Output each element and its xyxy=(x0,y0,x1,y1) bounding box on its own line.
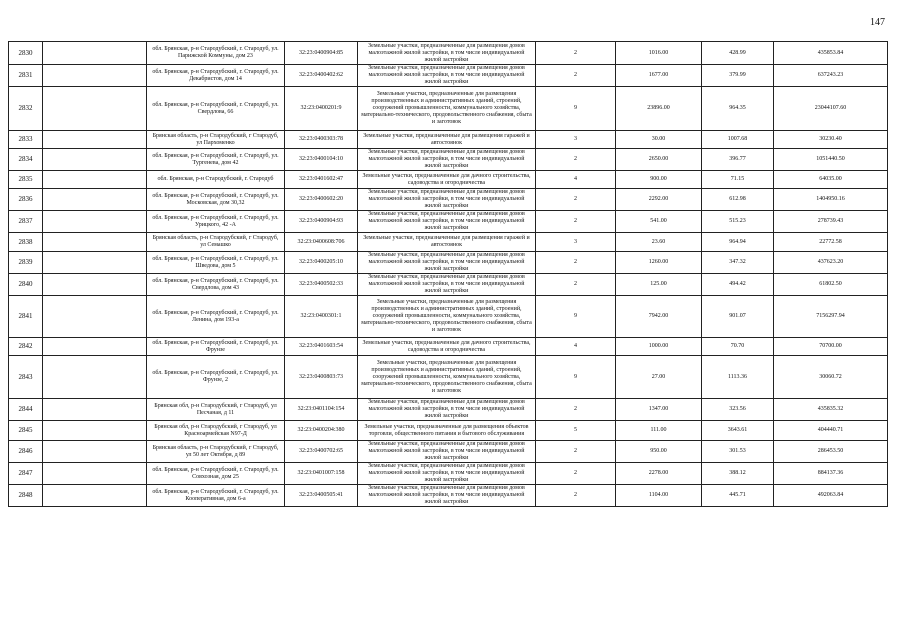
area-cell: 1347.00 xyxy=(616,399,702,421)
land-use-cell: Земельные участки, предназначенные для размещения домов малоэтажной жилой застройки, в том числе индивидуальной жилой застройки xyxy=(358,65,536,87)
category-cell: 2 xyxy=(536,211,616,233)
rate-cell: 1007.68 xyxy=(702,131,774,149)
category-cell: 2 xyxy=(536,463,616,485)
table-row xyxy=(9,485,888,507)
empty-cell xyxy=(43,252,147,274)
empty-cell xyxy=(43,149,147,171)
rate-cell: 323.56 xyxy=(702,399,774,421)
address-cell: обл. Брянская, р-н Стародубский, г. Стародуб, ул. Ленина, дом 193-а xyxy=(147,296,285,338)
category-cell: 9 xyxy=(536,296,616,338)
row-number-cell: 2834 xyxy=(9,149,43,171)
empty-cell xyxy=(43,421,147,441)
empty-cell xyxy=(43,233,147,252)
category-cell: 2 xyxy=(536,42,616,65)
area-cell: 541.00 xyxy=(616,211,702,233)
area-cell: 23.60 xyxy=(616,233,702,252)
rate-cell: 494.42 xyxy=(702,274,774,296)
address-cell: обл. Брянская, р-н Стародубский, г. Стародуб, ул. Кооперативная, дом 6-а xyxy=(147,485,285,507)
cadastral-value-cell: 1051440.50 xyxy=(774,149,888,171)
row-number-cell: 2836 xyxy=(9,189,43,211)
empty-cell xyxy=(43,171,147,189)
empty-cell xyxy=(43,65,147,87)
category-cell: 3 xyxy=(536,131,616,149)
area-cell: 1000.00 xyxy=(616,338,702,356)
cadastral-number-cell: 32:23:0401602:47 xyxy=(285,171,358,189)
land-use-cell: Земельные участки, предназначенные для размещения гаражей и автостоянок xyxy=(358,131,536,149)
empty-cell xyxy=(43,42,147,65)
table-row xyxy=(9,171,888,189)
table-row xyxy=(9,211,888,233)
row-number-cell: 2844 xyxy=(9,399,43,421)
rate-cell: 964.94 xyxy=(702,233,774,252)
row-number-cell: 2842 xyxy=(9,338,43,356)
rate-cell: 3643.61 xyxy=(702,421,774,441)
cadastral-value-cell: 30060.72 xyxy=(774,356,888,399)
empty-cell xyxy=(43,485,147,507)
land-use-cell: Земельные участки, предназначенные для размещения домов малоэтажной жилой застройки, в том числе индивидуальной жилой застройки xyxy=(358,149,536,171)
cadastral-number-cell: 32:23:0401007:158 xyxy=(285,463,358,485)
address-cell: Брянская область, р-н Стародубский, г Стародуб, ул 50 лет Октября, д 89 xyxy=(147,441,285,463)
cadastral-value-cell: 492063.84 xyxy=(774,485,888,507)
empty-cell xyxy=(43,189,147,211)
land-use-cell: Земельные участки, предназначенные для размещения производственных и административных зданий, строений, сооружений промышленности, коммунального хозяйства, материально-технического, продовольственного снабжения, сбыта и заготовок xyxy=(358,296,536,338)
area-cell: 125.00 xyxy=(616,274,702,296)
row-number-cell: 2838 xyxy=(9,233,43,252)
rate-cell: 301.53 xyxy=(702,441,774,463)
table-row xyxy=(9,296,888,338)
address-cell: Брянская обл, р-н Стародубский, г Стародуб, ул Красноармейская N97-Д xyxy=(147,421,285,441)
empty-cell xyxy=(43,131,147,149)
rate-cell: 70.70 xyxy=(702,338,774,356)
rate-cell: 901.07 xyxy=(702,296,774,338)
cadastral-number-cell: 32:23:0400505:41 xyxy=(285,485,358,507)
cadastral-value-cell: 1404950.16 xyxy=(774,189,888,211)
area-cell: 23896.00 xyxy=(616,87,702,131)
cadastral-value-cell: 22772.58 xyxy=(774,233,888,252)
area-cell: 900.00 xyxy=(616,171,702,189)
table-row xyxy=(9,274,888,296)
rate-cell: 1113.36 xyxy=(702,356,774,399)
table-row xyxy=(9,131,888,149)
area-cell: 2278.00 xyxy=(616,463,702,485)
cadastral-value-cell: 64035.00 xyxy=(774,171,888,189)
rate-cell: 396.77 xyxy=(702,149,774,171)
row-number-cell: 2835 xyxy=(9,171,43,189)
category-cell: 2 xyxy=(536,252,616,274)
row-number-cell: 2830 xyxy=(9,42,43,65)
address-cell: Брянская область, р-н Стародубский, г Стародуб, ул Пархоменко xyxy=(147,131,285,149)
cadastral-number-cell: 32:23:0400904:85 xyxy=(285,42,358,65)
empty-cell xyxy=(43,87,147,131)
category-cell: 4 xyxy=(536,338,616,356)
cadastral-value-cell: 404440.71 xyxy=(774,421,888,441)
row-number-cell: 2833 xyxy=(9,131,43,149)
rate-cell: 71.15 xyxy=(702,171,774,189)
land-use-cell: Земельные участки, предназначенные для размещения домов малоэтажной жилой застройки, в том числе индивидуальной жилой застройки xyxy=(358,189,536,211)
page-number: 147 xyxy=(870,17,885,28)
cadastral-value-cell: 7156297.94 xyxy=(774,296,888,338)
table-row xyxy=(9,87,888,131)
cadastral-number-cell: 32:23:0400803:73 xyxy=(285,356,358,399)
empty-cell xyxy=(43,441,147,463)
category-cell: 2 xyxy=(536,189,616,211)
cadastral-number-cell: 32:23:0400303:78 xyxy=(285,131,358,149)
address-cell: обл. Брянская, р-н Стародубский, г. Стародуб, ул. Свердлова, 66 xyxy=(147,87,285,131)
table-row xyxy=(9,421,888,441)
row-number-cell: 2846 xyxy=(9,441,43,463)
rate-cell: 964.35 xyxy=(702,87,774,131)
category-cell: 9 xyxy=(536,356,616,399)
row-number-cell: 2841 xyxy=(9,296,43,338)
area-cell: 2650.00 xyxy=(616,149,702,171)
rate-cell: 612.98 xyxy=(702,189,774,211)
address-cell: обл. Брянская, р-н Стародубский, г. Стародуб, ул. Фрунзе, 2 xyxy=(147,356,285,399)
rate-cell: 379.99 xyxy=(702,65,774,87)
table-row xyxy=(9,42,888,65)
category-cell: 4 xyxy=(536,171,616,189)
row-number-cell: 2843 xyxy=(9,356,43,399)
land-use-cell: Земельные участки, предназначенные для размещения домов малоэтажной жилой застройки, в том числе индивидуальной жилой застройки xyxy=(358,211,536,233)
area-cell: 2292.00 xyxy=(616,189,702,211)
area-cell: 30.00 xyxy=(616,131,702,149)
address-cell: Брянская область, р-н Стародубский, г Стародуб, ул Семашко xyxy=(147,233,285,252)
cadastral-number-cell: 32:23:0400608:706 xyxy=(285,233,358,252)
cadastral-number-cell: 32:23:0400204:380 xyxy=(285,421,358,441)
cadastral-value-cell: 278739.43 xyxy=(774,211,888,233)
table-row xyxy=(9,356,888,399)
cadastral-number-cell: 32:23:0400602:20 xyxy=(285,189,358,211)
cadastral-number-cell: 32:23:0400201:9 xyxy=(285,87,358,131)
land-use-cell: Земельные участки, предназначенные для размещения объектов торговли, общественного питания и бытового обслуживания xyxy=(358,421,536,441)
address-cell: обл. Брянская, р-н Стародубский, г. Стародуб, ул. Декабристов, дом 14 xyxy=(147,65,285,87)
empty-cell xyxy=(43,356,147,399)
row-number-cell: 2837 xyxy=(9,211,43,233)
table-row xyxy=(9,441,888,463)
area-cell: 1677.00 xyxy=(616,65,702,87)
cadastral-value-cell: 70700.00 xyxy=(774,338,888,356)
table-row xyxy=(9,338,888,356)
address-cell: обл. Брянская, р-н Стародубский, г. Стародуб, ул. Совхозная, дом 25 xyxy=(147,463,285,485)
cadastral-value-cell: 286453.50 xyxy=(774,441,888,463)
address-cell: обл. Брянская, р-н Стародубский, г. Стародуб, ул. Урицкого, 42 -А xyxy=(147,211,285,233)
address-cell: обл. Брянская, р-н Стародубский, г. Стародуб, ул. Тургенева, дом 42 xyxy=(147,149,285,171)
category-cell: 9 xyxy=(536,87,616,131)
land-use-cell: Земельные участки, предназначенные для размещения домов малоэтажной жилой застройки, в том числе индивидуальной жилой застройки xyxy=(358,485,536,507)
category-cell: 2 xyxy=(536,485,616,507)
rate-cell: 515.23 xyxy=(702,211,774,233)
cadastral-number-cell: 32:23:0400402:62 xyxy=(285,65,358,87)
table-row xyxy=(9,252,888,274)
cadastral-number-cell: 32:23:0400301:1 xyxy=(285,296,358,338)
land-use-cell: Земельные участки, предназначенные для размещения домов малоэтажной жилой застройки, в том числе индивидуальной жилой застройки xyxy=(358,252,536,274)
cadastral-number-cell: 32:23:0401603:54 xyxy=(285,338,358,356)
address-cell: обл. Брянская, р-н Стародубский, г. Стародуб, ул. Московская, дом 30,32 xyxy=(147,189,285,211)
row-number-cell: 2840 xyxy=(9,274,43,296)
empty-cell xyxy=(43,338,147,356)
land-use-cell: Земельные участки, предназначенные для размещения домов малоэтажной жилой застройки, в том числе индивидуальной жилой застройки xyxy=(358,463,536,485)
land-use-cell: Земельные участки, предназначенные для размещения домов малоэтажной жилой застройки, в том числе индивидуальной жилой застройки xyxy=(358,274,536,296)
table-row xyxy=(9,149,888,171)
land-use-cell: Земельные участки, предназначенные для размещения производственных и административных зданий, строений, сооружений промышленности, коммунального хозяйства, материально-технического, продовольственного снабжения, сбыта и заготовок xyxy=(358,356,536,399)
area-cell: 111.00 xyxy=(616,421,702,441)
address-cell: обл. Брянская, р-н Стародубский, г. Стародуб xyxy=(147,171,285,189)
cadastral-value-cell: 884137.36 xyxy=(774,463,888,485)
table-row xyxy=(9,463,888,485)
land-use-cell: Земельные участки, предназначенные для размещения домов малоэтажной жилой застройки, в том числе индивидуальной жилой застройки xyxy=(358,399,536,421)
category-cell: 2 xyxy=(536,149,616,171)
land-use-cell: Земельные участки, предназначенные для дачного строительства, садоводства и огородничества xyxy=(358,171,536,189)
category-cell: 2 xyxy=(536,441,616,463)
land-use-cell: Земельные участки, предназначенные для размещения производственных и административных зданий, строений, сооружений промышленности, коммунального хозяйства, материально-технического, продовольственного снабжения, сбыта и заготовок xyxy=(358,87,536,131)
cadastral-value-cell: 435853.84 xyxy=(774,42,888,65)
rate-cell: 445.71 xyxy=(702,485,774,507)
row-number-cell: 2832 xyxy=(9,87,43,131)
address-cell: Брянская обл, р-н Стародубский, г Стародуб, ул Песчаная, д 11 xyxy=(147,399,285,421)
cadastral-number-cell: 32:23:0401104:154 xyxy=(285,399,358,421)
table-row xyxy=(9,233,888,252)
cadastral-value-cell: 61802.50 xyxy=(774,274,888,296)
table-body xyxy=(9,42,888,507)
cadastral-number-cell: 32:23:0400205:10 xyxy=(285,252,358,274)
land-use-cell: Земельные участки, предназначенные для размещения домов малоэтажной жилой застройки, в том числе индивидуальной жилой застройки xyxy=(358,441,536,463)
area-cell: 1016.00 xyxy=(616,42,702,65)
row-number-cell: 2845 xyxy=(9,421,43,441)
table-row xyxy=(9,399,888,421)
land-use-cell: Земельные участки, предназначенные для дачного строительства, садоводства и огородничества xyxy=(358,338,536,356)
land-use-cell: Земельные участки, предназначенные для размещения гаражей и автостоянок xyxy=(358,233,536,252)
rate-cell: 428.99 xyxy=(702,42,774,65)
row-number-cell: 2847 xyxy=(9,463,43,485)
address-cell: обл. Брянская, р-н Стародубский, г. Стародуб, ул. Шведова, дом 5 xyxy=(147,252,285,274)
cadastral-value-table xyxy=(8,41,888,507)
row-number-cell: 2839 xyxy=(9,252,43,274)
empty-cell xyxy=(43,463,147,485)
table-row xyxy=(9,189,888,211)
rate-cell: 388.12 xyxy=(702,463,774,485)
table-row xyxy=(9,65,888,87)
cadastral-number-cell: 32:23:0400502:33 xyxy=(285,274,358,296)
address-cell: обл. Брянская, р-н Стародубский, г. Стародуб, ул. Фрунзе xyxy=(147,338,285,356)
rate-cell: 347.32 xyxy=(702,252,774,274)
row-number-cell: 2848 xyxy=(9,485,43,507)
cadastral-number-cell: 32:23:0400904:93 xyxy=(285,211,358,233)
category-cell: 2 xyxy=(536,399,616,421)
cadastral-number-cell: 32:23:0400702:65 xyxy=(285,441,358,463)
row-number-cell: 2831 xyxy=(9,65,43,87)
area-cell: 1260.00 xyxy=(616,252,702,274)
empty-cell xyxy=(43,211,147,233)
empty-cell xyxy=(43,274,147,296)
cadastral-value-cell: 637243.23 xyxy=(774,65,888,87)
category-cell: 5 xyxy=(536,421,616,441)
area-cell: 7942.00 xyxy=(616,296,702,338)
category-cell: 3 xyxy=(536,233,616,252)
category-cell: 2 xyxy=(536,65,616,87)
cadastral-number-cell: 32:23:0400104:10 xyxy=(285,149,358,171)
cadastral-value-cell: 30230.40 xyxy=(774,131,888,149)
area-cell: 1104.00 xyxy=(616,485,702,507)
empty-cell xyxy=(43,296,147,338)
land-use-cell: Земельные участки, предназначенные для размещения домов малоэтажной жилой застройки, в том числе индивидуальной жилой застройки xyxy=(358,42,536,65)
category-cell: 2 xyxy=(536,274,616,296)
empty-cell xyxy=(43,399,147,421)
cadastral-value-cell: 435835.32 xyxy=(774,399,888,421)
address-cell: обл. Брянская, р-н Стародубский, г. Стародуб, ул. Свердлова, дом 43 xyxy=(147,274,285,296)
cadastral-value-cell: 23044107.60 xyxy=(774,87,888,131)
area-cell: 27.00 xyxy=(616,356,702,399)
area-cell: 950.00 xyxy=(616,441,702,463)
address-cell: обл. Брянская, р-н Стародубский, г. Стародуб, ул. Парижской Коммуны, дом 23 xyxy=(147,42,285,65)
cadastral-value-cell: 437623.20 xyxy=(774,252,888,274)
